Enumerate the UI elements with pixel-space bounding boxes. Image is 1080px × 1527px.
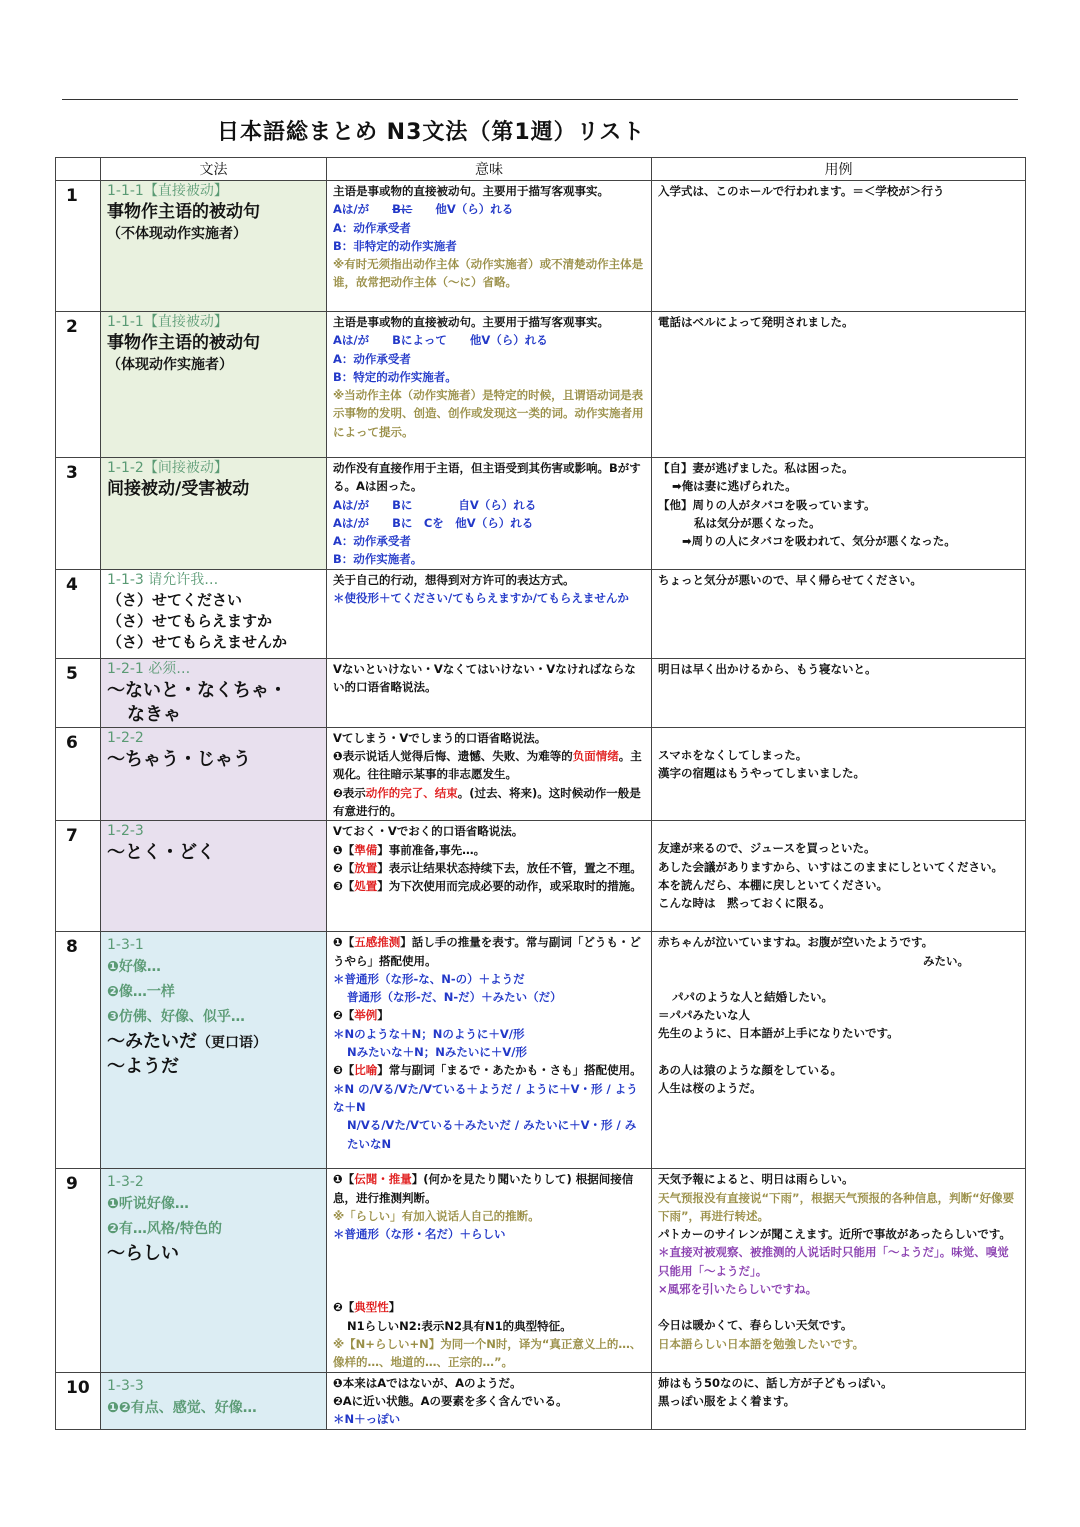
grammar-title: ～とく・どく [107, 842, 215, 864]
text-part: 】(何かを見たり聞いたりして) 根据间接信息，进行推测判断。 [333, 1172, 634, 1205]
example-line: あした会議がありますから、いすはこのままにしといてください。 [658, 859, 1003, 874]
grammar-form: ～みたいだ [107, 1031, 197, 1053]
example-line: あの人は猿のような顔をしている。 [658, 1062, 842, 1077]
header-num [56, 158, 101, 181]
grammar-cell [101, 569, 327, 658]
grammar-subtitle: （不体现动作实施者） [107, 226, 247, 242]
example-line: ×風邪を引いたらしいですね。 [658, 1282, 818, 1297]
meaning-pattern: Aは/が Bに Cを 他V（ら）れる [333, 515, 534, 530]
highlight-term: 五感推测 [354, 935, 401, 950]
meaning-line [333, 784, 645, 821]
meaning-line [333, 1061, 645, 1079]
meaning-line [333, 877, 645, 895]
example-cell [652, 181, 1026, 312]
text-part: 。主观化。往往暗示某事的非志愿发生。 [333, 749, 642, 782]
meaning-pattern: ＊N の/Vる/Vた/Vている＋ようだ / ように＋V・形 / ような＋N [333, 1081, 638, 1114]
example-line: スマホをなくしてしまった。 [658, 747, 808, 762]
row-number: 8 [56, 932, 101, 1169]
example-cell [652, 727, 1026, 820]
row-number: 2 [56, 312, 101, 458]
meaning-cell [327, 181, 652, 312]
grammar-title: ～らしい [107, 1243, 179, 1265]
grammar-title: （さ）せてもらえませんか [107, 632, 288, 651]
meaning-line [333, 841, 645, 859]
table-row [56, 727, 1026, 820]
text-part: 】 [377, 1008, 389, 1023]
row-number: 10 [56, 1372, 101, 1429]
row-number: 3 [56, 458, 101, 570]
meaning-line: B：特定的动作实施者。 [333, 369, 457, 384]
grammar-title: ～ようだ [107, 1056, 179, 1078]
pattern-part: Aは/が [333, 202, 370, 217]
text-part: ❷【 [333, 1300, 355, 1315]
text-part: 】表示让结果状态持续下去，放任不管，置之不理。 [377, 860, 642, 875]
example-cell [652, 1372, 1026, 1429]
table-row [56, 458, 1026, 570]
meaning-cell [327, 821, 652, 932]
grammar-cell [101, 932, 327, 1169]
row-number: 1 [56, 181, 101, 312]
example-line: 明日は早く出かけるから、もう寝ないと。 [658, 661, 877, 676]
example-line: 電話はベルによって発明されました。 [658, 315, 854, 329]
example-note: 天气预报没有直接说“下雨”，根据天气预报的各种信息，判断“好像要下雨”，再进行转述。 [658, 1190, 1015, 1223]
grammar-title: なきゃ [127, 703, 181, 725]
header-grammar: 文法 [101, 158, 327, 181]
meaning-pattern: N/Vる/Vた/Vている＋みたいだ / みたいに＋V・形 / みたいなN [347, 1118, 637, 1151]
meaning-line: A：动作承受者 [333, 220, 411, 235]
text-part: ❸【 [333, 879, 355, 894]
meaning-line [333, 747, 645, 784]
text-part: ❷【 [333, 860, 355, 875]
grammar-code: 1-1-1【直接被动】 [107, 314, 228, 330]
header-meaning: 意味 [327, 158, 652, 181]
meaning-pattern: ＊使役形＋てください/てもらえますか/てもらえませんか [333, 591, 629, 606]
meaning-line: 主语是事或物的直接被动句。主要用于描写客观事实。 [333, 184, 609, 198]
example-cell [652, 932, 1026, 1169]
example-line: みたい。 [923, 953, 969, 968]
meaning-line: 主语是事或物的直接被动句。主要用于描写客观事实。 [333, 315, 609, 329]
grammar-cell [101, 658, 327, 727]
grammar-cell [101, 727, 327, 820]
grammar-code: 1-1-1【直接被动】 [107, 183, 228, 199]
example-line: 漢字の宿題はもうやってしまいました。 [658, 766, 865, 781]
meaning-line: ❶本来はAではないが、Aのようだ。 [333, 1375, 522, 1390]
example-cell [652, 312, 1026, 458]
text-part: ❶【 [333, 842, 355, 857]
highlight-term: 举例 [354, 1008, 378, 1023]
pattern-part: 他V（ら）れる [435, 202, 514, 217]
highlight-term: 典型性 [354, 1300, 389, 1315]
meaning-pattern [333, 200, 645, 218]
meaning-line [333, 1298, 645, 1316]
grammar-title: ～ないと・なくちゃ・ [107, 679, 287, 701]
example-line: ➡周りの人にタバコを吸われて、気分が悪くなった。 [682, 534, 956, 549]
grammar-cell [101, 181, 327, 312]
meaning-note: ※当动作主体（动作实施者）是特定的时候，且谓语动词是表示事物的发明、创造、创作或发现这一类的词。动作实施者用によって提示。 [333, 388, 644, 439]
meaning-pattern: ＊Nのような＋N；Nのように＋V/形 [333, 1026, 525, 1041]
meaning-line [333, 859, 645, 877]
grammar-title: 间接被动/受害被动 [107, 479, 250, 499]
example-line: 赤ちゃんが泣いていますね。お腹が空いたようです。 [658, 935, 934, 950]
grammar-meaning-item: ❸仿佛、好像、似乎… [107, 1009, 245, 1026]
meaning-cell [327, 458, 652, 570]
table-row [56, 181, 1026, 312]
grammar-title: 事物作主语的被动句 [107, 202, 260, 222]
highlight-term: 処置 [354, 879, 378, 894]
table-row [56, 1372, 1026, 1429]
grammar-title: （さ）せてもらえますか [107, 611, 273, 630]
grammar-title: ～ちゃう・じゃう [107, 748, 251, 770]
example-line: 日本語らしい日本語を勉強したいです。 [658, 1336, 865, 1351]
text-part: 】事前准备,事先…。 [377, 842, 486, 857]
meaning-line: A：动作承受者 [333, 534, 411, 549]
pattern-struck-part: Bに [392, 202, 413, 217]
text-part: ❷表示 [333, 785, 366, 800]
example-line [658, 1225, 1019, 1280]
row-number: 6 [56, 727, 101, 820]
text-part: 】常与副词「まるで・あたかも・さも」搭配使用。 [377, 1063, 642, 1078]
meaning-pattern: ＊普通形（な形・名だ）＋らしい [333, 1227, 506, 1242]
grammar-title: 事物作主语的被动句 [107, 333, 260, 353]
example-line: パパのような人と結婚したい。 [672, 989, 833, 1004]
example-cell [652, 458, 1026, 570]
meaning-line: 动作没有直接作用于主语，但主语受到其伤害或影响。Bがする。Aは困った。 [333, 461, 641, 494]
table-header-row [56, 158, 1026, 181]
grammar-title [107, 1030, 320, 1055]
row-number: 9 [56, 1169, 101, 1372]
grammar-code: 1-3-3 [107, 1377, 144, 1394]
header-example: 用例 [652, 158, 1026, 181]
highlight-term: 伝聞・推量 [354, 1172, 412, 1187]
meaning-cell [327, 569, 652, 658]
table-row [56, 312, 1026, 458]
meaning-line: Vないといけない・Vなくてはいけない・Vなければならない的口语省略说法。 [333, 661, 636, 695]
meaning-cell [327, 1372, 652, 1429]
highlight-term: 负面情绪 [572, 749, 619, 764]
grammar-title: （さ）せてください [107, 590, 243, 609]
example-note: ＊直接对被观察、被推测的人说话时只能用「～ようだ」。味觉、嗅觉只能用「～ようだ」。 [658, 1245, 1009, 1278]
grammar-subtitle: （体现动作实施者） [107, 357, 233, 373]
example-cell [652, 658, 1026, 727]
grammar-cell [101, 458, 327, 570]
example-line: 【他】周りの人がタバコを吸っています。 [658, 497, 876, 512]
grammar-meaning-item: ❶❷有点、感觉、好像… [107, 1399, 257, 1416]
example-line: 黒っぽい服をよく着ます。 [658, 1393, 796, 1408]
grammar-meaning-item: ❷有…风格/特色的 [107, 1221, 222, 1238]
row-number: 7 [56, 821, 101, 932]
table-row [56, 821, 1026, 932]
meaning-note: ※有时无须指出动作主体（动作实施者）或不清楚动作主体是谁，故常把动作主体（～に）省略。 [333, 257, 644, 290]
grammar-cell [101, 312, 327, 458]
example-line: 今日は暖かくて、春らしい天気です。 [658, 1318, 853, 1333]
grammar-meaning-item: ❶听说好像… [107, 1196, 189, 1213]
table-row [56, 569, 1026, 658]
table-row [56, 658, 1026, 727]
grammar-form-note: （更口语） [197, 1035, 267, 1052]
example-line: 天気予報によると、明日は雨らしい。 [658, 1172, 854, 1187]
table-row [56, 932, 1026, 1169]
example-line: 入学式は、このホールで行われます。＝＜学校が＞行う [658, 184, 945, 198]
example-cell [652, 821, 1026, 932]
text-part: ❶【 [333, 935, 355, 950]
text-part: 。(过去、将来)。这时候动作一般是有意进行的。 [333, 785, 641, 818]
text-part: 】話し手の推量を表す。常与副词「どうも・どうやら」搭配使用。 [333, 935, 641, 968]
highlight-term: 放置 [354, 860, 378, 875]
grammar-code: 1-2-2 [107, 729, 144, 746]
meaning-cell [327, 932, 652, 1169]
example-line: 友達が来るので、ジュースを買っといた。 [658, 841, 876, 856]
meaning-cell [327, 1169, 652, 1372]
meaning-line: A：动作承受者 [333, 351, 411, 366]
meaning-line [333, 933, 645, 970]
grammar-code: 1-2-1 必须… [107, 660, 191, 677]
meaning-pattern: 普通形（な形-だ、N-だ）＋みたい（だ） [347, 990, 562, 1005]
meaning-cell [327, 727, 652, 820]
meaning-note: ※【N+らしい+N】为同一个N时，译为“真正意义上的…、像样的…、地道的…、正宗的…”。 [333, 1337, 642, 1370]
grammar-cell [101, 821, 327, 932]
example-line: ➡俺は妻に逃げられた。 [672, 479, 797, 494]
example-line: 【自】妻が逃げました。私は困った。 [658, 461, 854, 475]
highlight-term: 动作的完了、结束 [365, 785, 458, 800]
meaning-line: ❷Aに近い状態。Aの要素を多く含んでいる。 [333, 1393, 568, 1408]
meaning-line [333, 1170, 645, 1207]
text-part: ❸【 [333, 1063, 355, 1078]
meaning-line [333, 1006, 645, 1024]
text-part: ❶【 [333, 1172, 355, 1187]
grammar-cell [101, 1169, 327, 1372]
meaning-line: B：动作实施者。 [333, 552, 423, 567]
meaning-pattern: Aは/が Bに 自V（ら）れる [333, 497, 537, 512]
text-part: ❷【 [333, 1008, 355, 1023]
row-number: 5 [56, 658, 101, 727]
meaning-pattern: Aは/が Bによって 他V（ら）れる [333, 333, 548, 348]
meaning-note: ※「らしい」有加入说话人自己的推断。 [333, 1208, 540, 1223]
example-line: 人生は桜のようだ。 [658, 1081, 762, 1096]
text-part: パトカーのサイレンが聞こえます。近所で事故があったらしいです。 [658, 1227, 1011, 1242]
grammar-code: 1-1-3 请允许我… [107, 571, 219, 588]
grammar-code: 1-3-1 [107, 937, 144, 954]
meaning-pattern: Nみたいな＋N；Nみたいに＋V/形 [347, 1045, 527, 1060]
meaning-pattern: ＊普通形（な形-な、N-の）＋ようだ [333, 971, 525, 986]
meaning-line: N1らしいN2:表示N2具有N1的典型特征。 [347, 1318, 572, 1333]
example-line: 本を読んだら、本棚に戻しといてください。 [658, 877, 888, 892]
table-row [56, 1169, 1026, 1372]
top-rule [62, 99, 1018, 100]
grammar-table [55, 157, 1026, 1430]
meaning-pattern: ＊N＋っぽい [333, 1412, 401, 1427]
example-line: ちょっと気分が悪いので、早く帰らせてください。 [658, 572, 922, 587]
grammar-meaning-item: ❷像…一样 [107, 984, 175, 1001]
example-line: こんな時は 黙っておくに限る。 [658, 896, 831, 911]
meaning-cell [327, 312, 652, 458]
meaning-line: B：非特定的动作实施者 [333, 238, 457, 253]
meaning-line: Vておく・Vでおく的口语省略说法。 [333, 824, 524, 839]
example-line: 姉はもう50なのに、話し方が子どもっぽい。 [658, 1375, 893, 1390]
highlight-term: 準備 [354, 842, 378, 857]
grammar-meaning-item: ❶好像… [107, 959, 161, 976]
example-line: ＝パパみたいな人 [658, 1008, 750, 1023]
page-title: 日本語総まとめ N3文法（第1週）リスト [217, 120, 646, 145]
grammar-code: 1-1-2【间接被动】 [107, 460, 228, 476]
meaning-line: Vてしまう・Vでしまう的口语省略说法。 [333, 730, 547, 745]
meaning-cell [327, 658, 652, 727]
grammar-cell [101, 1372, 327, 1429]
example-cell [652, 569, 1026, 658]
example-line: 先生のように、日本語が上手になりたいです。 [658, 1026, 899, 1041]
grammar-code: 1-3-2 [107, 1174, 144, 1191]
grammar-code: 1-2-3 [107, 823, 144, 840]
example-line: 私は気分が悪くなった。 [694, 515, 821, 530]
text-part: 】为下次使用而完成必要的动作，或采取时的措施。 [377, 879, 642, 894]
meaning-line: 关于自己的行动，想得到对方许可的表达方式。 [333, 572, 575, 587]
row-number: 4 [56, 569, 101, 658]
text-part: ❶表示说话人觉得后悔、遗憾、失败、为难等的 [333, 749, 573, 764]
example-cell [652, 1169, 1026, 1372]
highlight-term: 比喻 [354, 1063, 378, 1078]
text-part: 】 [388, 1300, 401, 1315]
